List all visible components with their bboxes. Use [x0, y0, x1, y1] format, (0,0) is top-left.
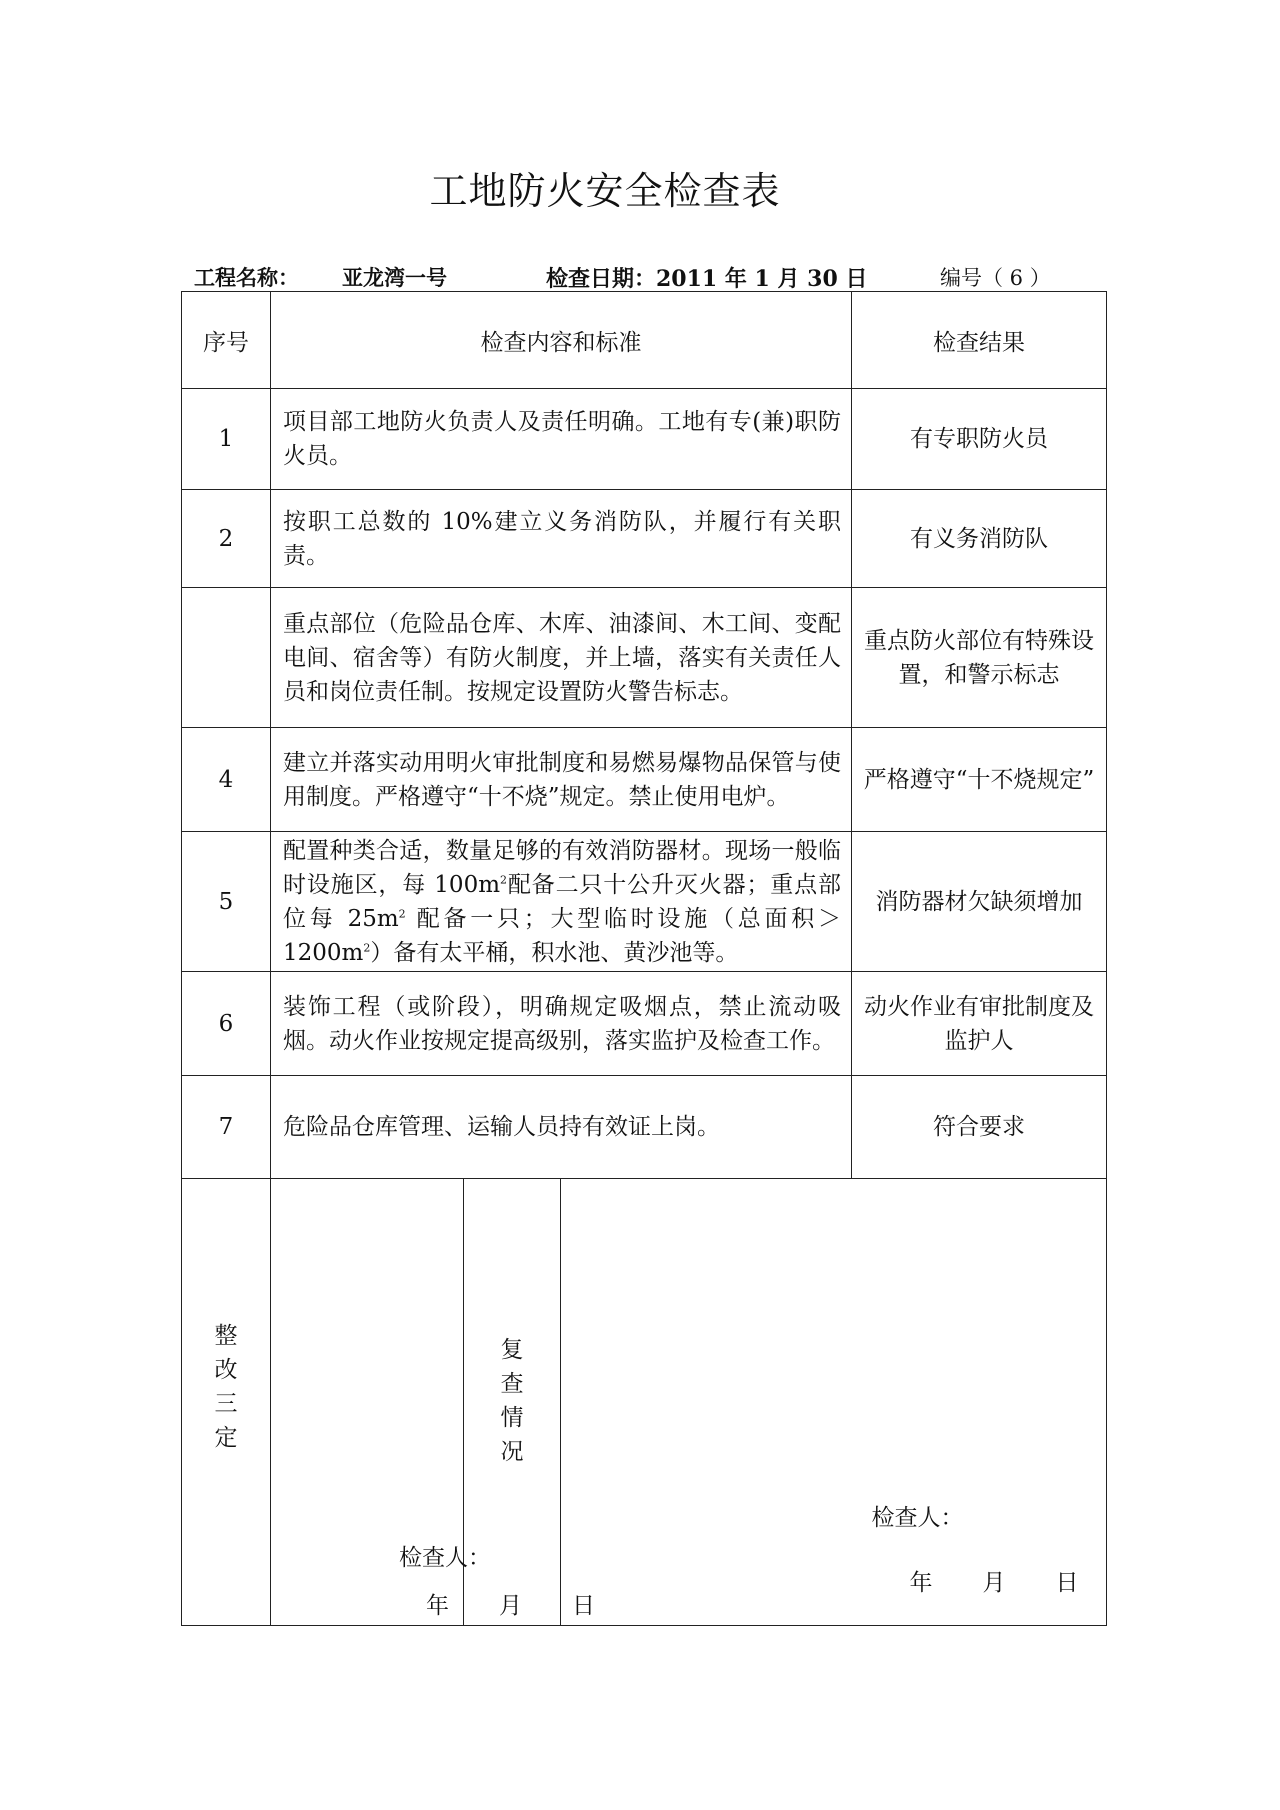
table-header-row — [182, 292, 1107, 389]
recheck-inspector-label: 检查人： — [871, 1505, 964, 1531]
superscript-2: 2 — [363, 940, 371, 954]
row-result: 严格遵守“十不烧规定” — [852, 728, 1107, 832]
row-no: 5 — [182, 832, 271, 972]
header-content: 检查内容和标准 — [271, 292, 852, 389]
recheck-divider — [560, 1179, 561, 1625]
row-content: 项目部工地防火负责人及责任明确。工地有专(兼)职防火员。 — [271, 389, 852, 490]
row-content-part: 配备二只十公升灭火器；重点部位每 25m — [283, 871, 841, 932]
table-row — [182, 588, 1107, 728]
row-content: 建立并落实动用明火审批制度和易燃易爆物品保管与使用制度。严格遵守“十不烧”规定。禁止使用电炉。 — [271, 728, 852, 832]
row-content-part: 配备一只；大型临时设施（总面积＞1200m — [283, 905, 842, 966]
recheck-area — [464, 1179, 852, 1626]
recheck-content — [852, 1179, 1107, 1626]
bottom-row — [182, 1179, 1107, 1626]
page-title: 工地防火安全检查表 — [429, 169, 781, 213]
inspection-table — [181, 291, 1107, 1626]
table-row — [182, 490, 1107, 588]
row-result: 重点防火部位有特殊设置，和警示标志 — [852, 588, 1107, 728]
row-content-part: 配置种类合适，数量足够的有效消防器材。现场一般临时设施区，每 100m — [283, 837, 841, 898]
rectify-label-cell — [182, 1179, 271, 1626]
row-content: 装饰工程（或阶段），明确规定吸烟点，禁止流动吸烟。动火作业按规定提高级别，落实监护及检查工作。 — [271, 972, 852, 1076]
row-result: 符合要求 — [852, 1076, 1107, 1179]
table-row — [182, 1076, 1107, 1179]
row-result: 有专职防火员 — [852, 389, 1107, 490]
row-content: 按职工总数的 10%建立义务消防队，并履行有关职责。 — [271, 490, 852, 588]
header-no: 序号 — [182, 292, 271, 389]
row-no: 7 — [182, 1076, 271, 1179]
rectify-date: 年 月 日 — [426, 1593, 595, 1619]
row-result: 有义务消防队 — [852, 490, 1107, 588]
project-name-value: 亚龙湾一号 — [342, 265, 447, 290]
row-no: 4 — [182, 728, 271, 832]
inspection-date: 检查日期：2011 年 1 月 30 日 — [546, 266, 868, 292]
table-row — [182, 972, 1107, 1076]
row-content — [271, 832, 852, 972]
project-name-label: 工程名称： — [194, 265, 299, 290]
rectify-inspector-label: 检查人： — [399, 1545, 491, 1571]
table-row — [182, 389, 1107, 490]
superscript-2: 2 — [398, 906, 406, 920]
table-row — [182, 832, 1107, 972]
row-no: 6 — [182, 972, 271, 1076]
recheck-date: 年 月 日 — [909, 1570, 1079, 1596]
row-result: 动火作业有审批制度及监护人 — [852, 972, 1107, 1076]
row-no: 2 — [182, 490, 271, 588]
superscript-2: 2 — [500, 872, 508, 886]
recheck-label: 复 查 情 况 — [500, 1337, 524, 1465]
row-content: 重点部位（危险品仓库、木库、油漆间、木工间、变配电间、宿舍等）有防火制度，并上墙，落实有关责任人员和岗位责任制。按规定设置防火警告标志。 — [271, 588, 852, 728]
row-no — [182, 588, 271, 728]
row-result: 消防器材欠缺须增加 — [852, 832, 1107, 972]
row-content-part: ）备有太平桶，积水池、黄沙池等。 — [370, 939, 739, 966]
table-row — [182, 728, 1107, 832]
row-no: 1 — [182, 389, 271, 490]
rectify-label: 整 改 三 定 — [214, 1323, 238, 1451]
header-result: 检查结果 — [852, 292, 1107, 389]
row-content: 危险品仓库管理、运输人员持有效证上岗。 — [271, 1076, 852, 1179]
serial-number: 编号（ 6 ） — [940, 266, 1051, 290]
